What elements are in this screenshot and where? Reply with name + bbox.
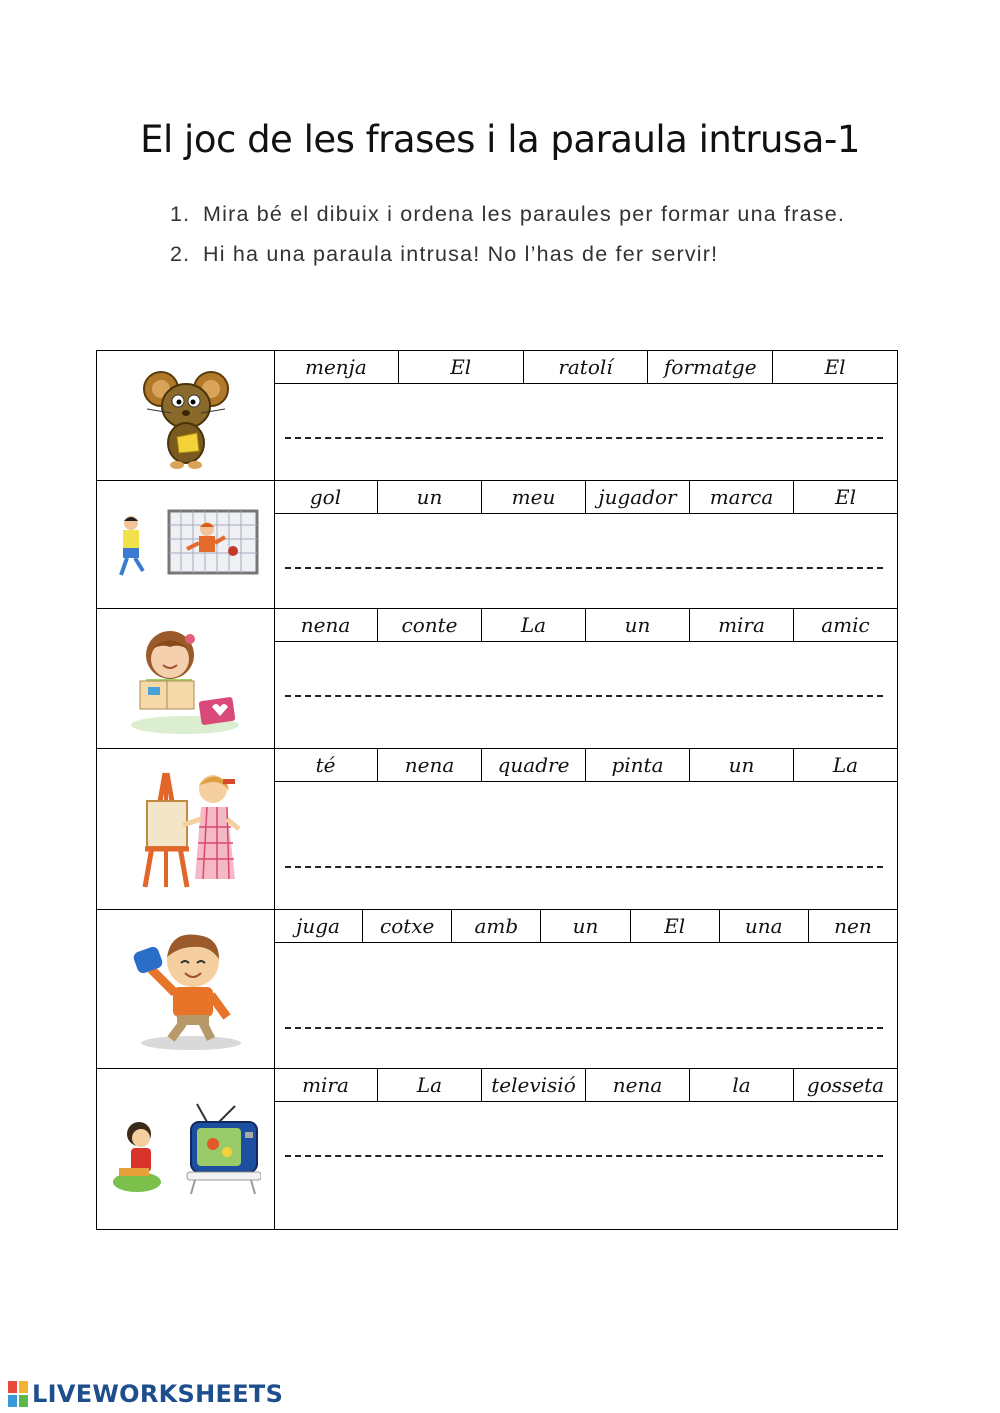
word-tile[interactable]: una	[720, 910, 809, 942]
instruction-text: Hi ha una paraula intrusa! No l’has de fer servir!	[203, 242, 719, 266]
worksheet-title: El joc de les frases i la paraula intrusa-1	[140, 118, 860, 161]
word-tile[interactable]: té	[274, 749, 378, 781]
instructions-list	[170, 196, 870, 276]
word-tile[interactable]: quadre	[482, 749, 586, 781]
exercise-row	[97, 909, 897, 1068]
word-tile[interactable]: nena	[586, 1069, 690, 1101]
exercise-row	[97, 1068, 897, 1229]
word-tile[interactable]: marca	[690, 481, 794, 513]
word-tile[interactable]: pinta	[586, 749, 690, 781]
word-tile[interactable]: meu	[482, 481, 586, 513]
word-tile[interactable]: formatge	[648, 351, 773, 383]
instruction-number: 1.	[170, 202, 191, 226]
instruction-item	[170, 236, 870, 272]
football-illustration	[97, 481, 275, 608]
word-tile[interactable]: El	[824, 355, 846, 379]
answer-line[interactable]	[285, 866, 883, 868]
answer-line[interactable]	[285, 695, 883, 697]
girl-painting-illustration	[97, 749, 275, 909]
liveworksheets-logo[interactable]	[8, 1380, 283, 1408]
liveworksheets-badge-icon	[8, 1381, 28, 1407]
exercise-row	[97, 748, 897, 909]
boy-with-toy-illustration	[97, 910, 275, 1068]
word-tile[interactable]: televisió	[482, 1069, 586, 1101]
exercise-row	[97, 480, 897, 608]
word-bank	[274, 481, 897, 514]
instruction-text: Mira bé el dibuix i ordena les paraules per formar una frase.	[203, 202, 846, 226]
word-tile[interactable]: El	[835, 485, 856, 509]
exercise-row	[97, 351, 897, 480]
word-bank	[274, 910, 897, 943]
instruction-item	[170, 196, 870, 232]
word-tile[interactable]: La	[482, 609, 586, 641]
word-tile[interactable]: un	[378, 481, 482, 513]
word-tile[interactable]: nena	[378, 749, 482, 781]
word-tile[interactable]: La	[832, 753, 859, 777]
word-tile[interactable]: mira	[274, 1069, 378, 1101]
answer-line[interactable]	[285, 1027, 883, 1029]
word-tile[interactable]: jugador	[586, 481, 690, 513]
girl-watching-tv-illustration	[97, 1069, 275, 1229]
word-bank	[274, 351, 897, 384]
word-tile[interactable]: La	[378, 1069, 482, 1101]
word-bank	[274, 609, 897, 642]
word-tile[interactable]: un	[586, 609, 690, 641]
word-tile[interactable]: nen	[834, 914, 872, 938]
word-tile[interactable]: un	[690, 749, 794, 781]
word-tile[interactable]: El	[631, 910, 720, 942]
exercise-row	[97, 608, 897, 748]
word-tile[interactable]: cotxe	[363, 910, 452, 942]
word-bank	[274, 1069, 897, 1102]
word-tile[interactable]: amb	[452, 910, 541, 942]
word-tile[interactable]: juga	[274, 910, 363, 942]
mouse-illustration	[97, 351, 275, 480]
word-tile[interactable]: gol	[274, 481, 378, 513]
word-tile[interactable]: nena	[274, 609, 378, 641]
instruction-number: 2.	[170, 242, 191, 266]
girl-reading-illustration	[97, 609, 275, 748]
word-tile[interactable]: menja	[274, 351, 399, 383]
answer-line[interactable]	[285, 1155, 883, 1157]
word-bank	[274, 749, 897, 782]
word-tile[interactable]: conte	[378, 609, 482, 641]
word-tile[interactable]: la	[690, 1069, 794, 1101]
word-tile[interactable]: un	[541, 910, 630, 942]
answer-line[interactable]	[285, 567, 883, 569]
exercise-table	[96, 350, 898, 1230]
word-tile[interactable]: amic	[821, 613, 870, 637]
word-tile[interactable]: ratolí	[524, 351, 649, 383]
liveworksheets-brand-text: LIVEWORKSHEETS	[32, 1380, 284, 1408]
answer-line[interactable]	[285, 437, 883, 439]
word-tile[interactable]: mira	[690, 609, 794, 641]
word-tile[interactable]: El	[399, 351, 524, 383]
word-tile[interactable]: gosseta	[806, 1073, 885, 1097]
